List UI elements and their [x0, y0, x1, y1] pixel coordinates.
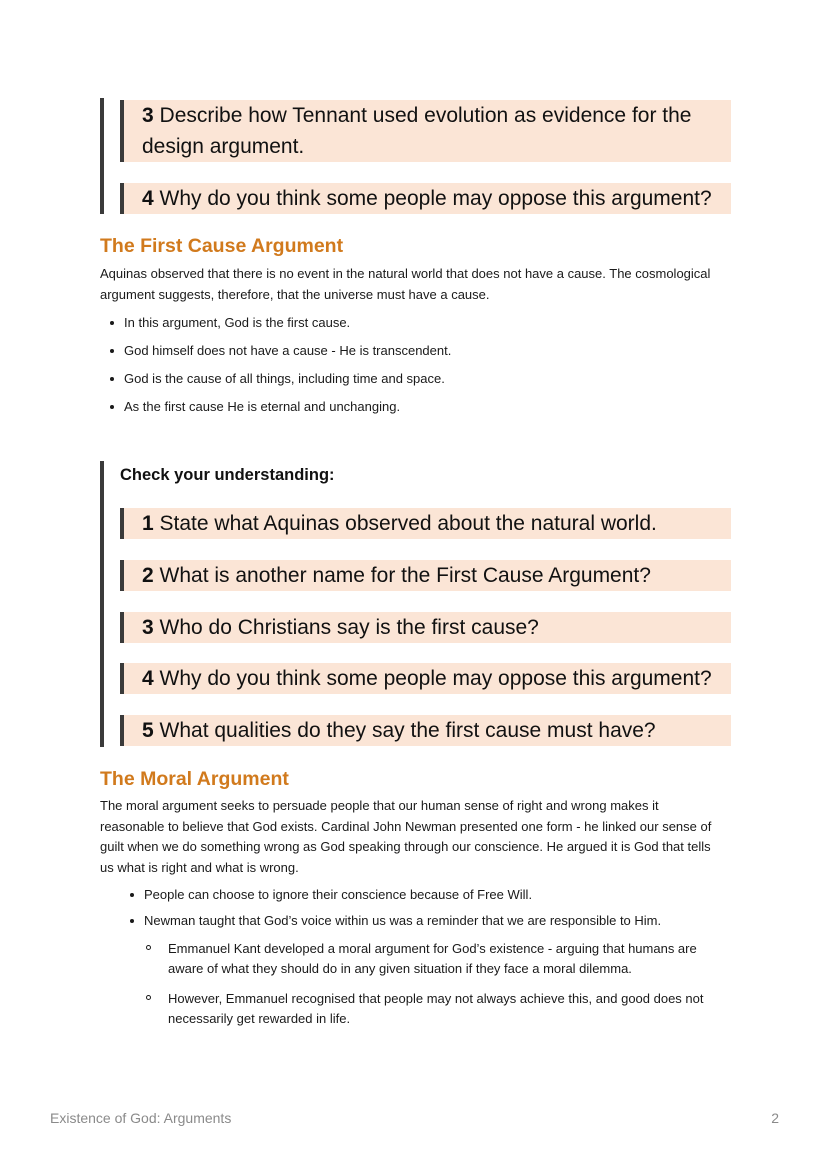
question-number: 3 — [142, 616, 154, 639]
list-item — [128, 911, 723, 1029]
page-number: 2 — [771, 1110, 779, 1126]
question-text: State what Aquinas observed about the natural world. — [159, 512, 657, 535]
question-item — [120, 508, 731, 539]
question-item — [120, 612, 731, 643]
question-item — [120, 100, 731, 162]
list-item: People can choose to ignore their conscience because of Free Will. — [128, 885, 723, 905]
question-text: Describe how Tennant used evolution as evidence for the design argument. — [142, 104, 692, 158]
list-item: God himself does not have a cause - He is transcendent. — [108, 337, 718, 365]
section-heading-moral: The Moral Argument — [100, 768, 289, 790]
first-cause-paragraph: Aquinas observed that there is no event in the natural world that does not have a cause. The cosmological argument suggests, therefore, that the universe must have a cause. — [100, 266, 711, 302]
sub-list-item: Emmanuel Kant developed a moral argument for God’s existence - arguing that humans are aware of what they should do in any given situation if they face a moral dilemma. — [144, 939, 723, 979]
moral-sub-bullet-list — [144, 939, 723, 1029]
moral-paragraph: The moral argument seeks to persuade people that our human sense of right and wrong makes it reasonable to believe that God exists. Cardinal John Newman presented one form - he linked our sense of guilt when we do something wrong as God speaking through our conscience. He argued it is God that tells us what is right and what is wrong. — [100, 798, 712, 875]
question-text: Who do Christians say is the first cause? — [159, 616, 539, 639]
question-item — [120, 183, 731, 214]
list-item: In this argument, God is the first cause. — [108, 309, 718, 337]
list-item: God is the cause of all things, including time and space. — [108, 365, 718, 393]
question-item — [120, 560, 731, 591]
question-number: 4 — [142, 667, 154, 690]
footer-title: Existence of God: Arguments — [50, 1110, 232, 1126]
question-text: What qualities do they say the first cause must have? — [159, 719, 656, 742]
question-box-top — [100, 98, 731, 214]
question-item — [120, 663, 731, 694]
sub-list-item: However, Emmanuel recognised that people may not always achieve this, and good does not necessarily get rewarded in life. — [144, 989, 723, 1029]
question-text: What is another name for the First Cause Argument? — [159, 564, 651, 587]
question-item — [120, 715, 731, 746]
list-item: As the first cause He is eternal and unchanging. — [108, 393, 718, 421]
question-number: 4 — [142, 187, 154, 210]
question-number: 5 — [142, 719, 154, 742]
check-understanding-box — [100, 461, 731, 747]
question-number: 3 — [142, 104, 154, 127]
section-heading-first-cause: The First Cause Argument — [100, 235, 344, 257]
moral-bullet-list — [128, 885, 723, 1039]
question-number: 1 — [142, 512, 154, 535]
list-item-text: Newman taught that God’s voice within us was a reminder that we are responsible to Him. — [144, 913, 662, 928]
question-number: 2 — [142, 564, 154, 587]
first-cause-bullet-list — [108, 309, 718, 421]
check-understanding-title: Check your understanding: — [120, 466, 335, 484]
question-text: Why do you think some people may oppose this argument? — [159, 667, 712, 690]
question-text: Why do you think some people may oppose this argument? — [159, 187, 712, 210]
